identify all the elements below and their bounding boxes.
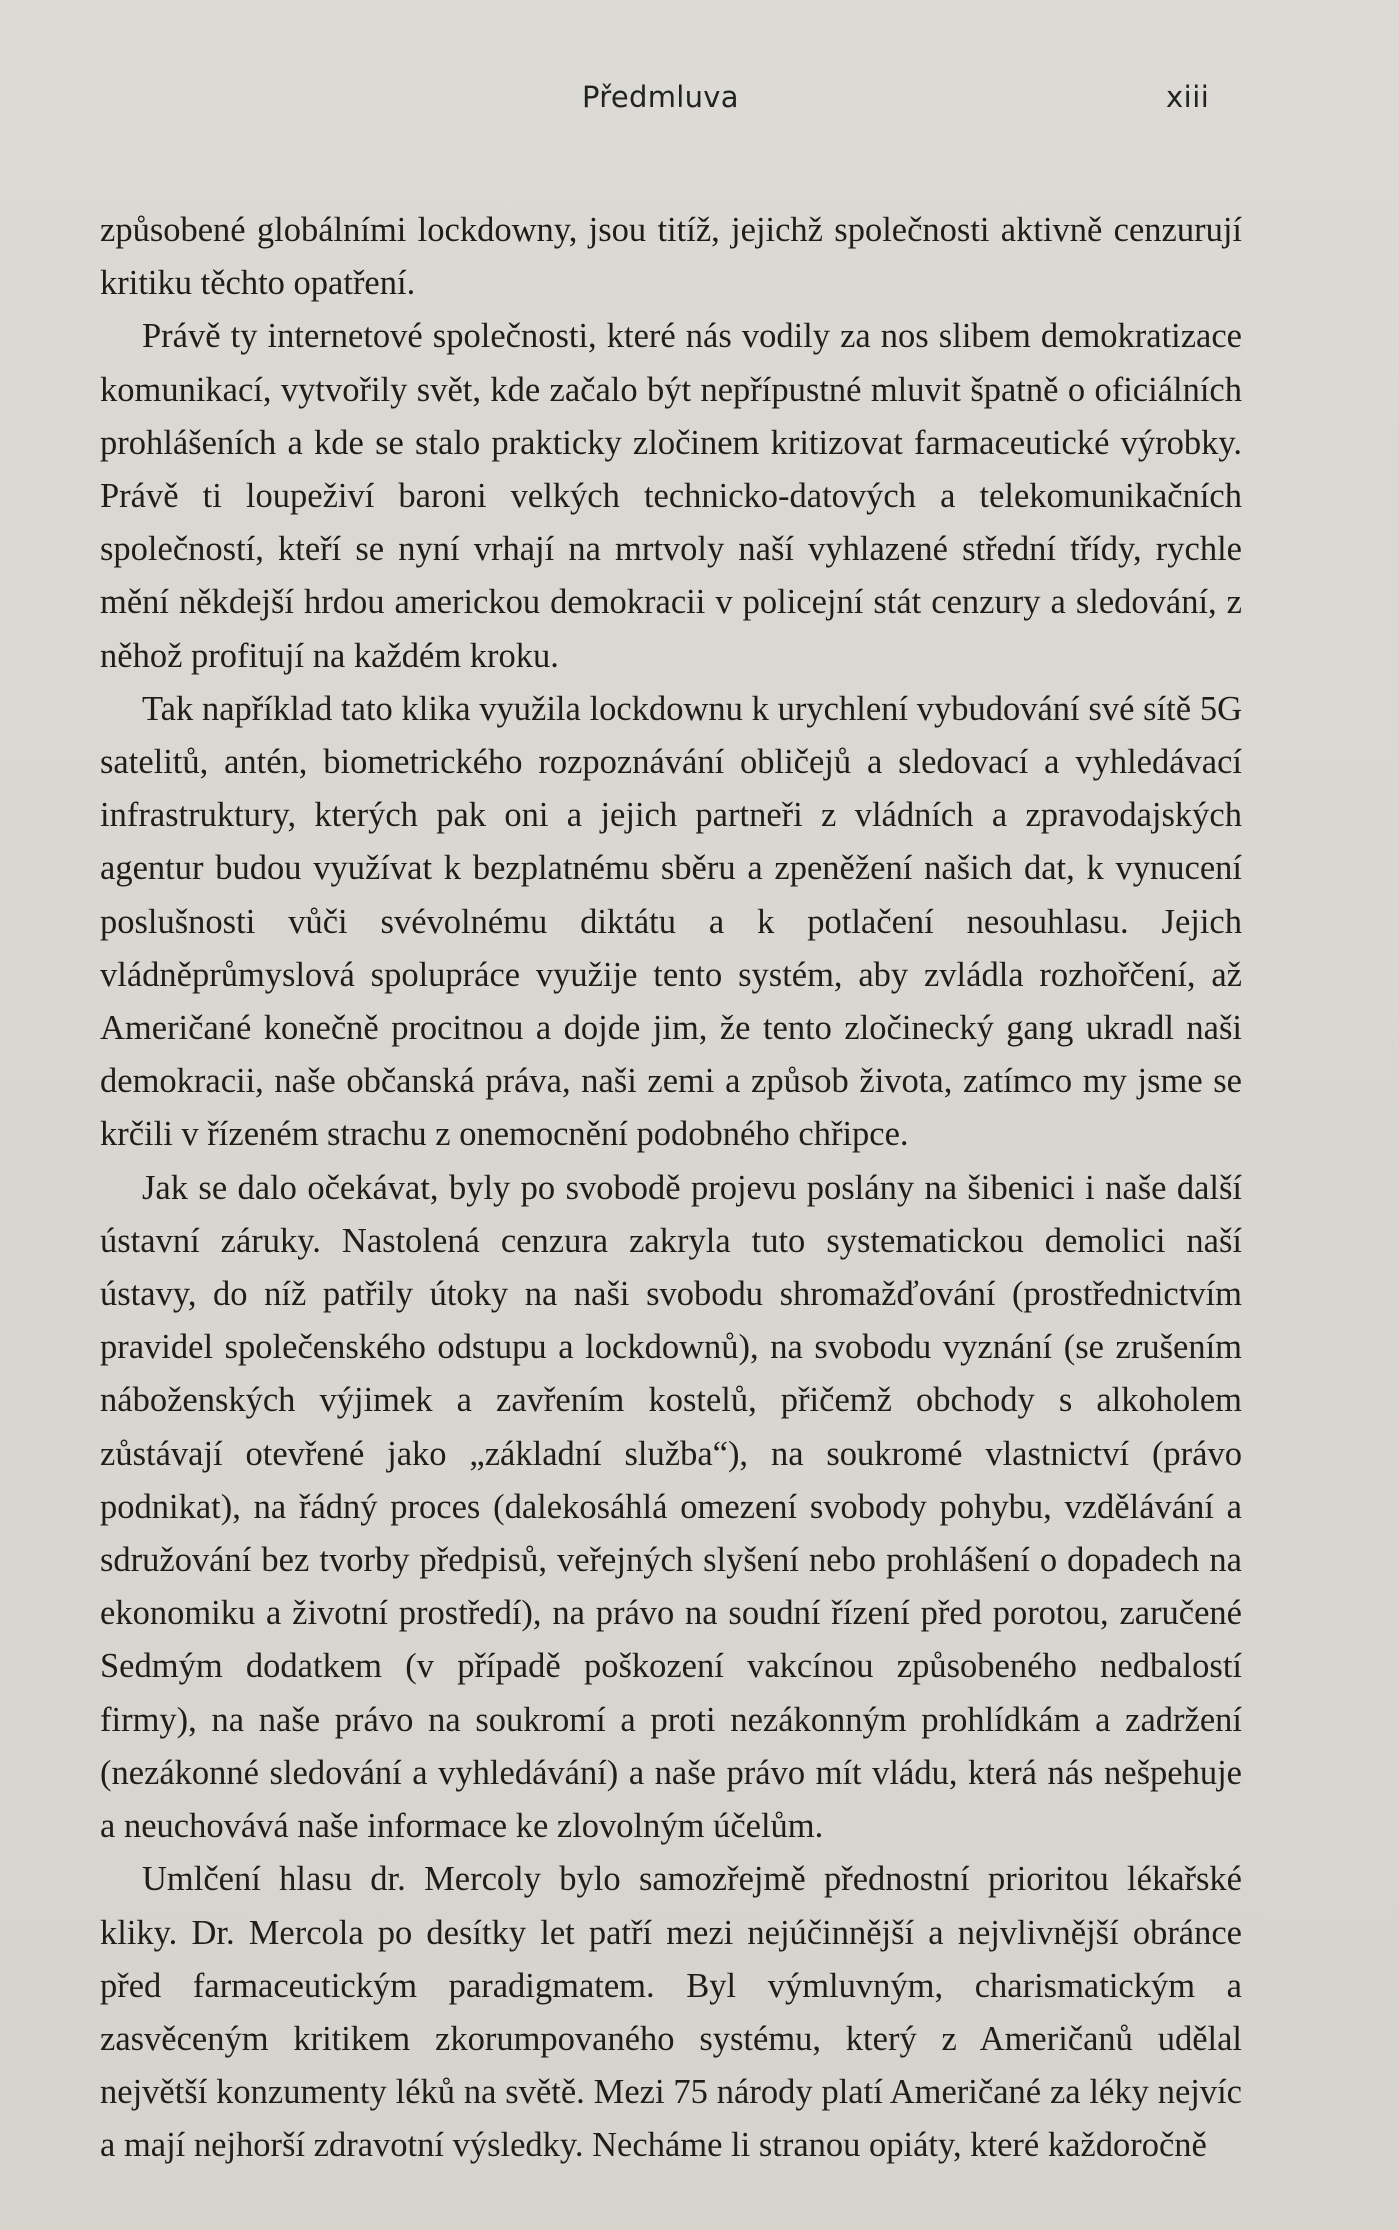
page-number: xiii [1166, 80, 1210, 114]
chapter-title: Předmluva [582, 80, 739, 114]
paragraph: Umlčení hlasu dr. Mercoly bylo samozřejmě přednostní prioritou lékařské kliky. Dr. Mercola po desítky let patří mezi nejúčinnější a nejvlivnější obránce před farmaceutickým paradigmatem. Byl výmluvným, charismatickým a zasvěceným kritikem zkorumpovaného systému, který z Američanů udělal největší konzumenty léků na světě. Mezi 75 národy platí Američané za léky nejvíc a mají nejhorší zdravotní výsledky. Necháme li stranou opiáty, které každoročně [100, 1860, 1242, 2165]
paragraph: Jak se dalo očekávat, byly po svobodě projevu poslány na šibenici i naše další ústavní záruky. Nastolená cenzura zakryla tuto systematickou demolici naší ústavy, do níž patřily útoky na naši svobodu shromažďování (prostřednictvím pravidel společenského odstupu a lockdownů), na svobodu vyznání (se zrušením náboženských výjimek a zavřením kostelů, přičemž obchody s alkoholem zůstávají otevřené jako „základní služba“), na soukromé vlastnictví (právo podnikat), na řádný proces (dalekosáhlá omezení svobody pohybu, vzdělávání a sdružování bez tvorby předpisů, veřejných slyšení nebo prohlášení o dopadech na ekonomiku a životní prostředí), na právo na soudní řízení před porotou, zaručené Sedmým dodatkem (v případě poškození vakcínou způsobeného nedbalostí firmy), na naše právo na soukromí a proti nezákonným prohlídkám a zadržení (nezákonné sledování a vyhledávání) a naše právo mít vládu, která nás nešpehuje a neuchovává naše informace ke zlovolným účelům. [100, 1168, 1242, 1846]
paragraph: Tak například tato klika využila lockdownu k urychlení vybudování své sítě 5G satelitů, antén, biometrického rozpoznávání obličejů a sledovací a vyhledávací infrastruktury, kterých pak oni a jejich partneři z vládních a zpravodajských agentur budou využívat k bezplatnému sběru a zpeněžení našich dat, k vynucení poslušnosti vůči svévolnému diktátu a k potlačení nesouhlasu. Jejich vládněprůmyslová spolupráce využije tento systém, aby zvládla rozhořčení, až Američané konečně procitnou a dojde jim, že tento zločinecký gang ukradl naši demokracii, naše občanská práva, naši zemi a způsob života, zatímco my jsme se krčili v řízeném strachu z onemocnění podobného chřipce. [100, 689, 1242, 1154]
body-text [100, 204, 1242, 2173]
paragraph: Právě ty internetové společnosti, které nás vodily za nos slibem demokratizace komunikací, vytvořily svět, kde začalo být nepřípustné mluvit špatně o oficiálních prohlášeních a kde se stalo prakticky zločinem kritizovat farmaceutické výrobky. Právě ti loupeživí baroni velkých technicko-datových a telekomunikačních společností, kteří se nyní vrhají na mrtvoly naší vyhlazené střední třídy, rychle mění někdejší hrdou americkou demokracii v policejní stát cenzury a sledování, z něhož profitují na každém kroku. [100, 317, 1242, 675]
running-header [0, 80, 1399, 120]
paragraph: způsobené globálními lockdowny, jsou titíž, jejichž společnosti aktivně cenzurují kritiku těchto opatření. [100, 211, 1242, 303]
